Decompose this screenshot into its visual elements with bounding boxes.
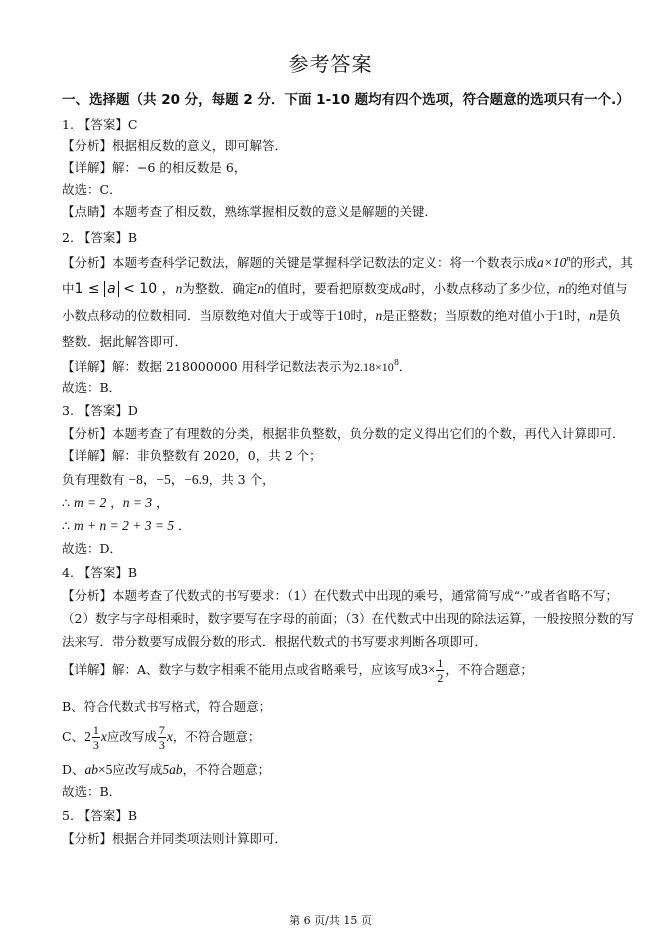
analysis-1: 【分析】根据相反数的意义，即可解答． — [62, 138, 288, 153]
text: 【分析】本题考查科学记数法，解题的关键是掌握科学记数法的定义：将一个数表示成 — [62, 255, 538, 270]
answer-5: 5. 【答案】B — [62, 808, 138, 823]
fraction — [158, 724, 166, 751]
analysis-2-line-2 — [62, 282, 628, 296]
therefore-symbol: ∴ — [62, 518, 74, 533]
analysis-3: 【分析】本题考查了有理数的分类，根据非负整数，负分数的定义得出它们的个数，再代入计算即可． — [62, 426, 625, 441]
math: a — [104, 281, 119, 297]
analysis-4-line-1: 【分析】本题考查了代数式的书写要求：（1）在代数式中出现的乘号，通常简写成“·”或者省略不写； — [62, 588, 618, 603]
math: n — [558, 281, 566, 296]
text: 时，小数点移动了多少位， — [408, 281, 559, 296]
math: x — [100, 729, 107, 744]
answer-3: 3. 【答案】D — [62, 403, 138, 418]
page-footer: 第 6 页/共 15 页 — [289, 914, 372, 927]
text: C、 — [62, 729, 85, 744]
analysis-4-line-2: （2）数字与字母相乘时，数字要写在字母的前面；（3）在代数式中出现的除法运算，一般按照分数的写 — [62, 611, 635, 626]
text: 的形式，其 — [570, 255, 633, 270]
denominator: 3 — [92, 738, 99, 752]
text: ，共 3 个， — [208, 472, 275, 487]
text: 负有理数有 — [62, 472, 129, 487]
math: m + n = 2 + 3 = 5 — [73, 518, 175, 533]
text: 中 — [62, 281, 75, 296]
text: ， — [152, 495, 169, 510]
choice-1: 故选：C． — [62, 182, 122, 197]
numerator: 1 — [437, 656, 444, 670]
text: 【详解】解：A、数字与数字相乘不能用点或省略乘号，应该写成 — [62, 662, 422, 677]
math: m = 2 — [73, 495, 107, 510]
text: ，不符合题意； — [172, 729, 261, 744]
text: 时， — [564, 308, 590, 323]
math: ×5 — [98, 762, 113, 777]
answer-2: 2. 【答案】B — [62, 230, 138, 245]
section-heading: 一、选择题（共 20 分，每题 2 分．下面 1-10 题均有四个选项，符合题意的选项只有一个.） — [62, 92, 630, 108]
solution-3-negatives — [62, 473, 275, 487]
text: 的值时，要看把原数变成 — [264, 281, 402, 296]
solution-4-option-c — [62, 722, 260, 752]
text: 的绝对值与 — [565, 281, 628, 296]
solution-4-option-b: B、符合代数式书写格式，符合题意； — [62, 699, 272, 714]
math: n — [375, 308, 383, 323]
math: x — [166, 729, 173, 744]
text: 【详解】解：数据 218000000 用科学记数法表示为 — [62, 359, 355, 374]
text: ． — [174, 518, 191, 533]
math: −8，−5，−6.9 — [128, 472, 209, 487]
solution-2 — [62, 359, 411, 374]
text: 时， — [350, 308, 376, 323]
math: ab — [84, 762, 99, 777]
comment-1: 【点睛】本题考查了相反数，熟练掌握相反数的意义是解题的关键． — [62, 204, 438, 219]
numerator: 1 — [92, 723, 99, 737]
denominator: 3 — [158, 738, 165, 752]
math: 2.18×10 — [354, 360, 394, 374]
math: 10 — [337, 308, 351, 323]
exponent: 8 — [393, 358, 399, 367]
text: 是正整数；当原数的绝对值小于 — [382, 308, 558, 323]
math: 2 — [84, 729, 91, 744]
text: ． — [398, 359, 412, 374]
text: ， — [106, 495, 123, 510]
answer-4: 4. 【答案】B — [62, 565, 138, 580]
math: < 10 ， — [118, 281, 176, 297]
solution-3-m-n — [62, 496, 169, 510]
math: a — [401, 281, 409, 296]
exponent: n — [566, 254, 571, 263]
fraction — [92, 724, 100, 751]
choice-2: 故选：B． — [62, 380, 122, 395]
analysis-2-line-3 — [62, 309, 621, 323]
numerator: 7 — [158, 723, 165, 737]
analysis-4-line-3: 法来写．带分数要写成假分数的形式．根据代数式的书写要求判断各项即可． — [62, 634, 488, 649]
solution-4-option-a — [62, 655, 533, 685]
solution-3: 【详解】解：非负整数有 2020，0，共 2 个； — [62, 448, 322, 463]
text: 是负 — [595, 308, 621, 323]
denominator: 2 — [437, 671, 444, 685]
math: 1 ≤ — [74, 281, 105, 297]
math: 1 — [557, 308, 565, 323]
choice-3: 故选：D． — [62, 541, 123, 556]
text: ，不符合题意； — [445, 662, 533, 677]
math: a×10 — [537, 255, 567, 270]
math: n — [257, 281, 265, 296]
text: 应改写成 — [112, 762, 163, 777]
math: n = 3 — [122, 495, 153, 510]
choice-4: 故选：B． — [62, 784, 122, 799]
math: n — [175, 281, 183, 296]
answer-1: 1. 【答案】C — [62, 117, 138, 132]
text: D、 — [62, 762, 85, 777]
page-title: 参考答案 — [288, 52, 373, 76]
text: 小数点移动的位数相同．当原数绝对值大于或等于 — [62, 308, 338, 323]
solution-4-option-d — [62, 763, 270, 777]
solution-1: 【详解】解：−6 的相反数是 6， — [62, 160, 247, 175]
math: n — [589, 308, 596, 323]
analysis-2-line-4: 整数．据此解答即可． — [62, 334, 188, 349]
text: ，不符合题意； — [182, 762, 271, 777]
therefore-symbol: ∴ — [62, 495, 74, 510]
math: 5ab — [162, 762, 183, 777]
fraction — [436, 657, 444, 684]
text: 应改写成 — [106, 729, 157, 744]
solution-3-sum — [62, 519, 191, 533]
math: 3× — [421, 662, 436, 677]
analysis-5: 【分析】根据合并同类项法则计算即可． — [62, 831, 288, 846]
analysis-2-line-1 — [62, 255, 633, 270]
text: 为整数．确定 — [182, 281, 258, 296]
